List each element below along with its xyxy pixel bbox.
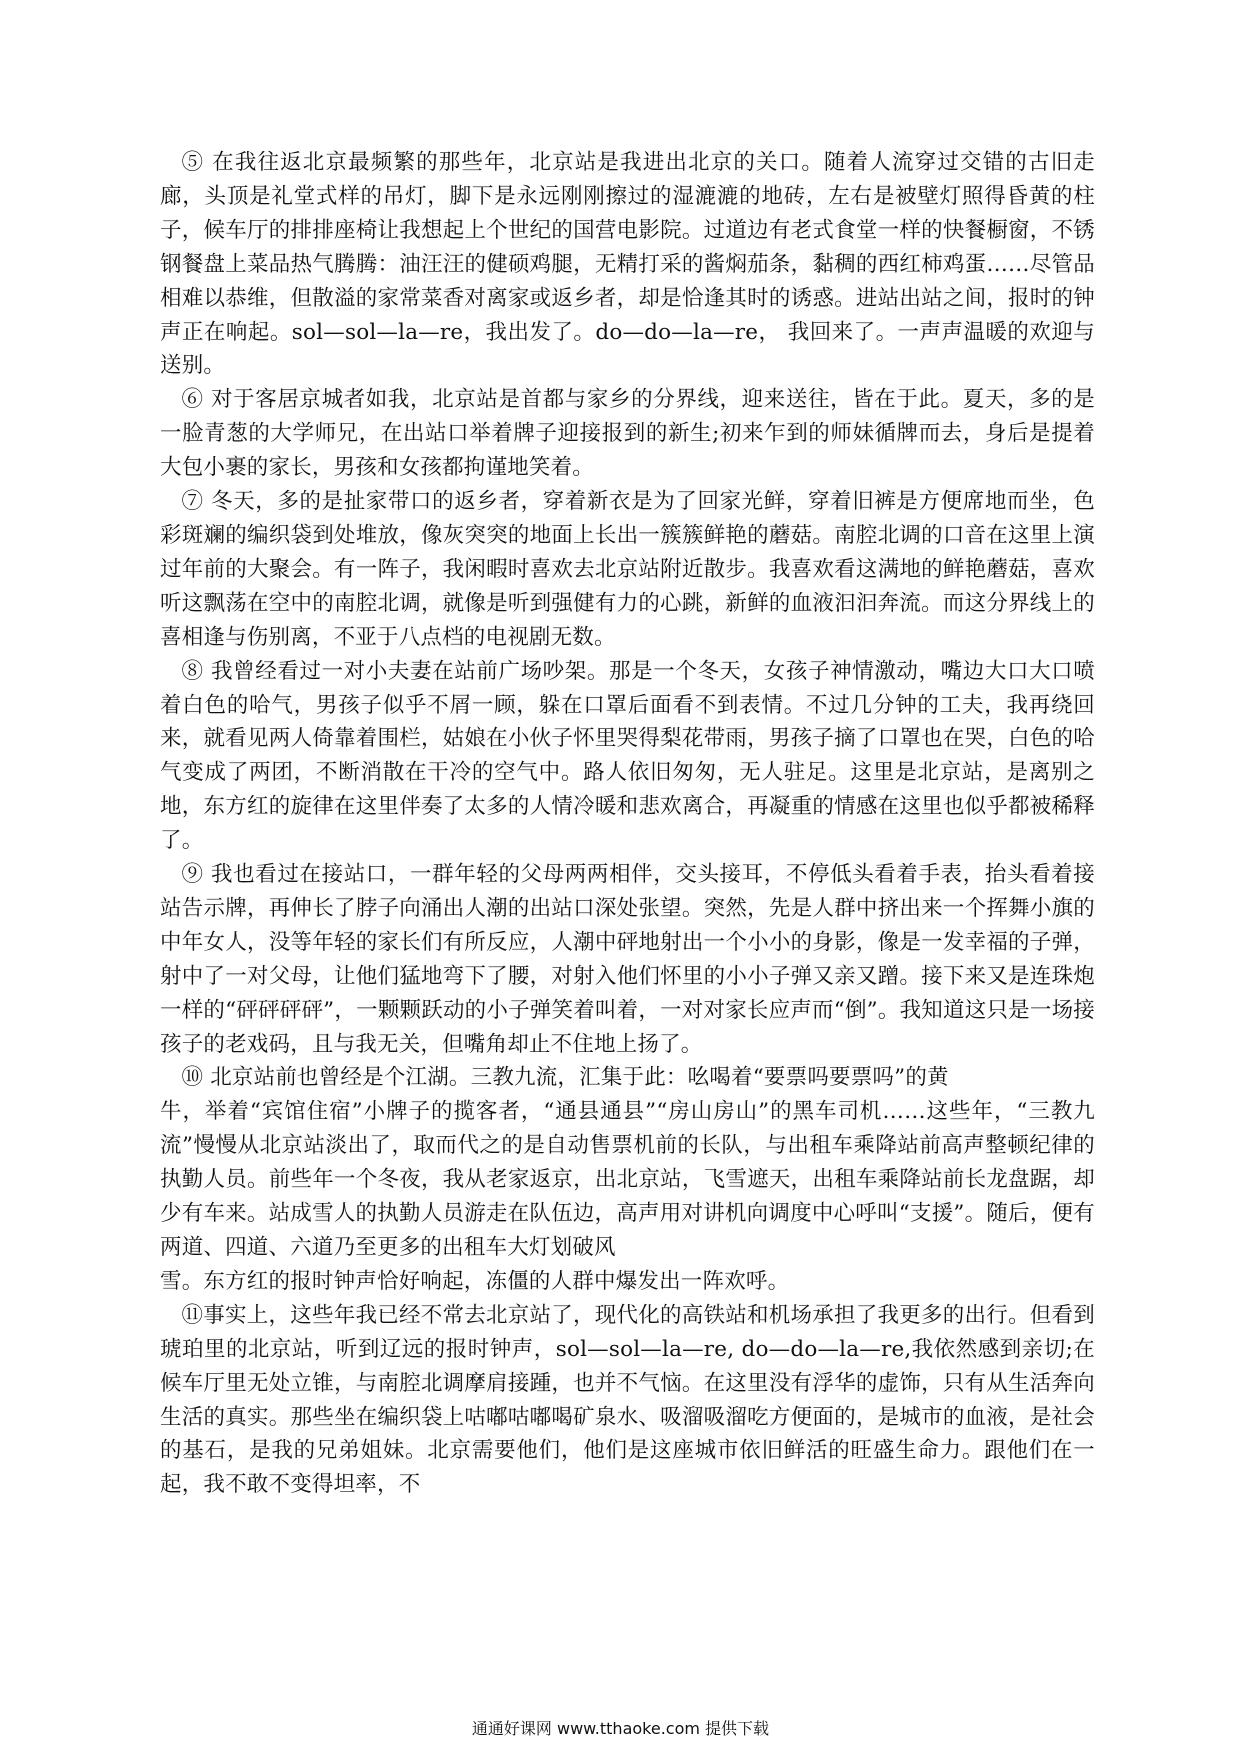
paragraph-10-end: 雪。东方红的报时钟声恰好响起，冻僵的人群中爆发出一阵欢呼。 xyxy=(160,1268,790,1294)
paragraph-7: ⑦ 冬天，多的是扯家带口的返乡者，穿着新衣是为了回家光鲜，穿着旧裤是方便席地而坐，色彩斑斓的编织袋到处堆放，像灰突突的地面上长出一簇簇鲜艳的蘑菇。南腔北调的口音在这里上演过年前的大聚会。有一阵子，我闲暇时喜欢去北京站附近散步。我喜欢看这满地的鲜艳蘑菇，喜欢听这飘荡在空中的南腔北调，就像是听到强健有力的心跳，新鲜的血液汩汩奔流。而这分界线上的喜相逢与伤别离，不亚于八点档的电视剧无数。 xyxy=(160,489,1095,650)
paragraph-6: ⑥ 对于客居京城者如我，北京站是首都与家乡的分界线，迎来送往，皆在于此。夏天，多的是一脸青葱的大学师兄，在出站口举着牌子迎接报到的新生;初来乍到的师妹循牌而去，身后是提着大包小裹的家长，男孩和女孩都拘谨地笑着。 xyxy=(160,387,1095,481)
page-footer: 通通好课网 www.tthaoke.com 提供下载 xyxy=(471,1719,770,1738)
paragraph-5: ⑤ 在我往返北京最频繁的那些年，北京站是我进出北京的关口。随着人流穿过交错的古旧走廊，头顶是礼堂式样的吊灯，脚下是永远刚刚擦过的湿漉漉的地砖，左右是被壁灯照得昏黄的柱子，候车厅的排排座椅让我想起上个世纪的国营电影院。过道边有老式食堂一样的快餐橱窗，不锈钢餐盘上菜品热气腾腾：油汪汪的健硕鸡腿，无精打采的酱焖茄条，黏稠的西红柿鸡蛋……尽管品相难以恭维，但散溢的家常菜香对离家或返乡者，却是恰逢其时的诱惑。进站出站之间，报时的钟声正在响起。sol—sol—la—re，我出发了。do—do—la—re， 我回来了。一声声温暖的欢迎与送别。 xyxy=(160,150,1095,379)
paragraph-10-continued: 牛，举着“宾馆住宿”小牌子的揽客者，“通县通县”“房山房山”的黑车司机……这些年，“三教九流”慢慢从北京站淡出了，取而代之的是自动售票机前的长队，与出租车乘降站前高声整顿纪律的执勤人员。前些年一个冬夜，我从老家返京，出北京站，飞雪遮天，出租车乘降站前长龙盘踞，却少有车来。站成雪人的执勤人员游走在队伍边，高声用对讲机向调度中心呼叫“支援”。随后，便有两道、四道、六道乃至更多的出租车大灯划破风 xyxy=(160,1099,1095,1260)
paragraph-10-start: ⑩ 北京站前也曾经是个江湖。三教九流，汇集于此：吆喝着“要票吗要票吗”的黄 xyxy=(181,1065,949,1091)
paragraph-9: ⑨ 我也看过在接站口，一群年轻的父母两两相伴，交头接耳，不停低头看着手表，抬头看着接站告示牌，再伸长了脖子向涌出人潮的出站口深处张望。突然，先是人群中挤出来一个挥舞小旗的中年女人，没等年轻的家长们有所反应，人潮中砰地射出一个小小的身影，像是一发幸福的子弹，射中了一对父母，让他们猛地弯下了腰，对射入他们怀里的小小子弹又亲又蹭。接下来又是连珠炮一样的“砰砰砰砰”，一颗颗跃动的小子弹笑着叫着，一对对家长应声而“倒”。我知道这只是一场接孩子的老戏码，且与我无关，但嘴角却止不住地上扬了。 xyxy=(160,862,1095,1057)
paragraph-8: ⑧ 我曾经看过一对小夫妻在站前广场吵架。那是一个冬天，女孩子神情激动，嘴边大口大口喷着白色的哈气，男孩子似乎不屑一顾，躲在口罩后面看不到表情。不过几分钟的工夫，我再绕回来，就看见两人倚靠着围栏，姑娘在小伙子怀里哭得梨花带雨，男孩子摘了口罩也在哭，白色的哈气变成了两团，不断消散在干冷的空气中。路人依旧匆匆，无人驻足。这里是北京站，是离别之地，东方红的旋律在这里伴奏了太多的人情冷暖和悲欢离合，再凝重的情感在这里也似乎都被稀释了。 xyxy=(160,658,1095,854)
paragraph-11: ⑪事实上，这些年我已经不常去北京站了，现代化的高铁站和机场承担了我更多的出行。但看到琥珀里的北京站，听到辽远的报时钟声，sol—sol—la—re, do—do—la—re,我依然感到亲切;在候车厅里无处立锥，与南腔北调摩肩接踵，也并不气恼。在这里没有浮华的虚饰，只有从生活奔向生活的真实。那些坐在编织袋上咕嘟咕嘟喝矿泉水、吸溜吸溜吃方便面的，是城市的血液，是社会的基石，是我的兄弟姐妹。北京需要他们，他们是这座城市依旧鲜活的旺盛生命力。跟他们在一起，我不敢不变得坦率，不 xyxy=(160,1302,1095,1498)
document-body xyxy=(160,146,1095,1502)
